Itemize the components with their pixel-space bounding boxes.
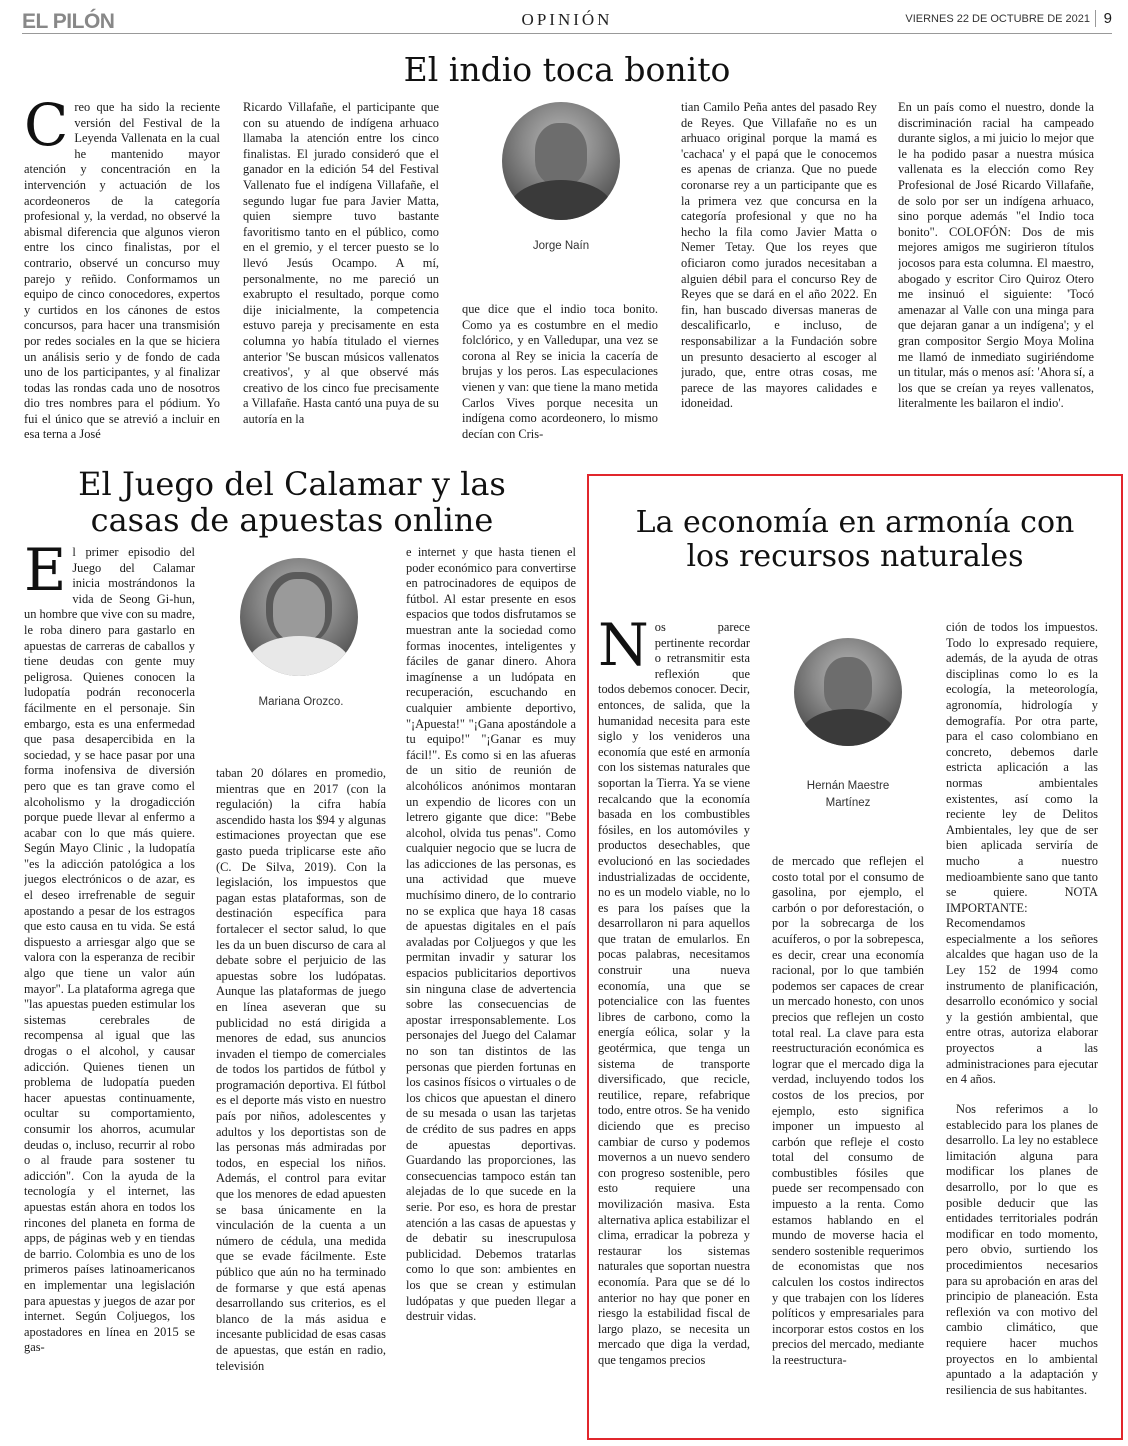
face-shape xyxy=(535,123,587,184)
author-caption xyxy=(772,778,924,812)
author-photo-jorge-nain xyxy=(502,102,620,220)
article1-column-5 xyxy=(898,100,1094,470)
title-line: El Juego del Calamar y las xyxy=(78,465,506,503)
author-caption: Jorge Naín xyxy=(532,240,590,252)
body-text: que dice que el indio toca bonito. Como ya es costumbre en el medio folclórico, y en Valledupar, una vez se corona al Rey se inicia la cacería de brujas y los peros. Las especulaciones vienen y van: que tiene la mano metida Carlos Vives porque necesita un indígena como acordeonero, lo mismo decían con Cris- xyxy=(462,302,658,441)
body-text: l primer episodio del Juego del Calamar inicia mostrándonos la vida de Seong Gi-hun, un hombre que vive con su madre, le roba dinero para gastarlo en apuestas de carreras de caballos y tiene deudas con gente muy peligrosa. Quienes conocen la ludopatía podrán reconocerla fácilmente en el personaje. Sin embargo, esta es una enfermedad que pasa desapercibida en la sociedad, y se hace pasar por una forma inofensiva de diversión pero que es tan grave como el alcoholismo y la drogadicción porque puede llevar al enfermo a acabar con lo que más quiere. Según Mayo Clinic , la ludopatía "es la adicción patológica a los juegos electrónicos o de azar, es el deseo irrefrenable de seguir apostando a pesar de los estragos que esto causa en tu vida. Se está dispuesto a arriesgar algo que se valora con la esperanza de recibir algo que tiene un valor aún mayor". La plataforma agrega que "las apuestas pueden estimular los sistemas cerebrales de recompensa al igual que las drogas o el alcohol, y causar adicción. Quienes tienen un problema de ludopatía pueden hacer apuestas continuamente, ocultar su comportamiento, consumir los ahorros, acumular deudas o, incluso, recurrir al robo o al fraude para sostener tu adicción". Con la ayuda de la tecnología y el internet, las apuestas están ahora en todos los rincones del planeta en forma de apps, de páginas web y en tiendas de barrio. Colombia es uno de los primeros países latinoamericanos en implementar una legislación para apuestas y juegos de azar por internet. Según Coljuegos, los apostadores en línea en 2015 se gas- xyxy=(24,545,195,1355)
article1-column-2 xyxy=(243,100,439,470)
shoulders-shape xyxy=(509,180,613,220)
title-line: casas de apuestas online xyxy=(90,501,494,539)
face-shape xyxy=(273,579,325,640)
page-header xyxy=(22,8,1112,34)
body-text: os parece pertinente recordar o retransmitir esta reflexión que todos debemos conocer. Decir, entonces, de salida, que la humanidad necesita para este siglo y los venideros una economía que esté en armonía con los sistemas naturales que soportan la Tierra. Ya se viene recalcando que la economía basada en los combustibles fósiles, en los automóviles y productos desechables, que evolucionó en las sociedades industrializadas de occidente, no es un modelo viable, no lo es para los países que la desarrollaron ni para aquellos que tratan de emularlos. En pocas palabras, necesitamos construir una nueva economía, una que se potencialice con las fuentes libres de carbono, como la energía eólica, solar y la geotérmica, que tenga un sistema de transporte diversificado, que recicle, reutilice, repare, refabrique todo, entre otros. Se ha venido diciendo que es preciso cambiar de curso y podemos movernos a un nuevo sendero con progreso sostenible, pero esto requiere una movilización masiva. Esta alternativa aplica estabilizar el clima, erradicar la pobreza y restaurar los sistemas naturales que soportan nuestra economía. Para que se dé lo anterior no hay que poner en riesgo la estabilidad fiscal de largo plazo, se necesita un mercado que diga la verdad, que tengamos precios xyxy=(598,620,750,1367)
page-number: 9 xyxy=(1095,10,1112,27)
author-photo-hernan-maestre xyxy=(794,638,902,746)
article3-column-1 xyxy=(598,620,750,1435)
article1-column-3 xyxy=(462,302,658,470)
body-text: reo que ha sido la reciente versión del Festival de la Leyenda Vallenata en la cual he mantenido mayor atención y concentración en la intervención y actuación de los acordeoneros de la categoría profesional y, la verdad, no observé la abismal diferencia que algunos vieron entre los cinco finalistas, por el contrario, observé un concurso muy parejo y reñido. Conformamos un equipo de cinco conocedores, expertos y curtidos en los cánones de estos concursos, para hacer una transmisión por redes sociales en la que se hiciera un análisis serio y de fondo de cada uno de los participantes, y al finalizar todas las rondas cada uno de nosotros dio tres nombres para el pódium. Yo fui el único que se atrevió a incluir en esa terna a José xyxy=(24,100,220,442)
body-text: Ricardo Villafañe, el participante que con su atuendo de indígena arhuaco llamaba la atención entre los cinco finalistas. El jurado consideró que el ganador en la edición 54 del Festival Vallenato fue el indígena Villafañe, el segundo lugar fue para Javier Matta, quien siempre tuvo bastante favoritismo tanto en el público, como en el gremio, y el tercer puesto se lo llevó Jesús Ocampo. A mí, personalmente, no me pareció un exabrupto el resultado, porque como dije inicialmente, la competencia estuvo pareja y precisamente en esta columna yo había titulado el viernes anterior 'Se buscan músicos vallenatos creativos', y al que observé más creativo de los cinco fue precisamente a Villafañe. Hasta cantó una puya de su autoría en la xyxy=(243,100,439,426)
shoulders-shape xyxy=(800,709,895,746)
body-text: En un país como el nuestro, donde la discriminación racial ha campeado durante siglos, a mi juicio lo mejor que le ha podido pasar a nuestra música vallenata es la elección como Rey Profesional de José Ricardo Villafañe, de solo por ser un indígena arhuaco, sino porque además "el Indio toca bonito". COLOFÓN: Dos de mis mejores amigos me sugirieron títulos jocosos para esta columna. El maestro, abogado y escritor Ciro Quiroz Otero me insinuó el siguiente: 'Tocó amenazar al Valle con una minga para que dejaran ganar a un indígena'; y el gran compositor Sergio Moya Molina me llamó de inmediato sugiriéndome un titular, más o menos así: 'Ahora sí, a los que se creían ya reyes vallenatos, literalmente les bailaron el indio'. xyxy=(898,100,1094,411)
body-text: Nos referimos a lo establecido para los planes de desarrollo. La ley no establece limitación alguna para modificar los planes de desarrollo, por lo que es posible deducir que las entidades territoriales podrán modificar en todo momento, pero obvio, surtiendo los procedimientos necesarios para su aprobación en aras del principio de planeación. Esta reflexión va con motivo del cambio climático, que requiere hacer muchos proyectos en lo ambiental apuntado a la adaptación y resiliencia de sus habitantes. xyxy=(946,1102,1098,1397)
author-caption: Mariana Orozco. xyxy=(258,696,344,708)
article-title-indio: El indio toca bonito xyxy=(403,50,731,89)
article-title-economia xyxy=(592,506,1118,574)
article3-column-2 xyxy=(772,854,924,1434)
article1-column-4 xyxy=(681,100,877,470)
dropcap: C xyxy=(24,100,69,159)
author-name-line: Martínez xyxy=(825,797,871,809)
body-text: de mercado que reflejen el costo total por el consumo de gasolina, por ejemplo, el carbón o por deforestación, o por la sobrecarga de los acuíferos, o por la sobrepesca, es decir, crear una economía racional, por lo que también podemos ser capaces de crear un mercado honesto, con unos precios que reflejen un costo total real. La clave para esta reestructuración económica es lograr que el mercado diga la verdad, incluyendo todos los costos de los precios, por ejemplo, esto significa imponer un impuesto al carbón que refleje el costo total del consumo de combustibles fósiles que puede ser recompensado con impuesto a la renta. Como estamos hablando en el mundo de moverse hacia el sendero sostenible requerimos de economistas que nos calculen los costos indirectos y que trabajen con los líderes políticos y empresariales para incorporar estos costos en los precios del mercado, mediante la reestructura- xyxy=(772,854,924,1367)
author-photo-mariana-orozco xyxy=(240,558,358,676)
issue-date: VIERNES 22 DE OCTUBRE DE 2021 xyxy=(905,13,1090,25)
dropcap: N xyxy=(598,620,649,679)
shoulders-shape xyxy=(247,636,351,676)
article3-column-3 xyxy=(946,620,1098,1092)
dropcap: E xyxy=(24,545,67,604)
title-line: La economía en armonía con xyxy=(635,505,1075,540)
article2-column-1 xyxy=(24,545,195,1435)
section-title: OPINIÓN xyxy=(521,10,613,29)
body-text: ción de todos los impuestos. Todo lo expresado requiere, además, de la ayuda de otras disciplinas como lo es la ecología, la meteorología, agronomía, hidrología y demografía. Por otra parte, para el caso colombiano en concreto, debemos darle estricta aplicación a las normas ambientales existentes, así como la reciente ley de Delitos Ambientales, ley que de ser bien aplicada serviría de mucho a nuestro medioambiente sano que tanto se quiere. NOTA IMPORTANTE: Recomendamos especialmente a los señores alcaldes que hagan uso de la Ley 152 de 1994 como instrumento de planificación, desarrollo económico y social y la gestión ambiental, que entre otras, autoriza elaborar proyectos a las administraciones para ejecutar en 4 años. xyxy=(946,620,1098,1087)
article2-column-2 xyxy=(216,766,386,1436)
article2-column-3 xyxy=(406,545,576,1435)
face-shape xyxy=(824,657,872,713)
body-text: tian Camilo Peña antes del pasado Rey de Reyes. Que Villafañe no es un arhuaco original porque la mamá es 'cachaca' y el papá que le conocemos es apenas de crianza. Que no puede coronarse rey a un participante que es la primera vez que concursa en la categoría profesional y que no ha hecho la fila como Javier Matta o Nemer Tetay. Que los reyes que oficiaron como jurados necesitaban a alguien débil para el concurso Rey de Reyes que se dará en el año 2022. En fin, han buscado diversas maneras de descalificarlo, e incluso, de responsabilizar a la Fundación sobre un presunto desacierto al escoger al jurado, que, entre otras cosas, me parece de las mayores calidades e idoneidad. xyxy=(681,100,877,411)
article1-column-1 xyxy=(24,100,220,470)
article3-column-3-continued xyxy=(946,1102,1098,1434)
newspaper-logo: EL PILÓN xyxy=(22,10,115,33)
author-name-line: Hernán Maestre xyxy=(806,780,890,792)
title-line: los recursos naturales xyxy=(686,539,1024,574)
body-text: taban 20 dólares en promedio, mientras que en 2017 (con la regulación) la cifra había ascendido hasta los $94 y algunas estimaciones proyectan que ese gasto pueda triplicarse este año (C. De Silva, 2019). Con la legislación, los impuestos que pagan estas plataformas, son de destinación específica para fortalecer el sector salud, lo que les da un buen discurso de cara al debate sobre el perjuicio de las apuestas sobre los ludópatas. Aunque las plataformas de juego en línea aseveran que su publicidad no está dirigida a menores de edad, sus anuncios invaden el tiempo de comerciales de todos los partidos de fútbol y programación deportiva. El fútbol es el deporte más visto en nuestro país por niños, adolescentes y adultos y los deportistas son de las personas más admiradas por todos, en especial los niños. Además, el control para evitar que los menores de edad apuesten se basa únicamente en la vinculación de la cuenta a un número de cédula, una medida que se evade fácilmente. Este público que aún no ha terminado de formarse y que está apenas desarrollando sus criterios, es el blanco de la más asidua e incesante publicidad de esas casas de apuestas, que están en radio, televisión xyxy=(216,766,386,1373)
article-title-calamar xyxy=(22,466,562,538)
body-text: e internet y que hasta tienen el poder económico para convertirse en patrocinadores de equipos de fútbol. Al estar presente en esos espacios que todos disfrutamos se muestran ante la sociedad como formas inocentes, inteligentes y fáciles de ganar dinero. Ahora imagínense a un ludópata en recuperación, escuchando en cualquier ambiente deportivo, "¡Apuesta!" "¡Gana apostándole a tu equipo!" "¡Ganar es muy fácil!". Es como si en las afueras de un sitio de reunión de alcohólicos anónimos montaran un expendio de licores con un letrero gigante que dice: "Bebe alcohol, olvida tus penas". Como cualquier negocio que se lucra de las adicciones de las personas, es una actividad que mueve muchísimo dinero, de lo contrario no se explica que haya 18 casas de apuestas digitales en el país avaladas por Coljuegos y que les permitan invadir y saturar los espacios publicitarios deportivos sin ninguna clase de advertencia sobre las consecuencias de apostar irresponsablemente. Los personajes del Juego del Calamar no son tan distintos de las personas que pierden fortunas en los casinos físicos o virtuales o de los chicos que apuestan el dinero de su mesada o usan las tarjetas de crédito de sus padres en apps de apuestas deportivas. Guardando las proporciones, las consecuencias tampoco están tan alejadas de lo que sucede en la serie. Por eso, es hora de prestar atención a las casas de apuestas y de debatir su inescrupulosa publicidad. Debemos tratarlas como lo que son: ambientes en los que se crean y estimulan ludópatas y que pueden llegar a destruir vidas. xyxy=(406,545,576,1324)
